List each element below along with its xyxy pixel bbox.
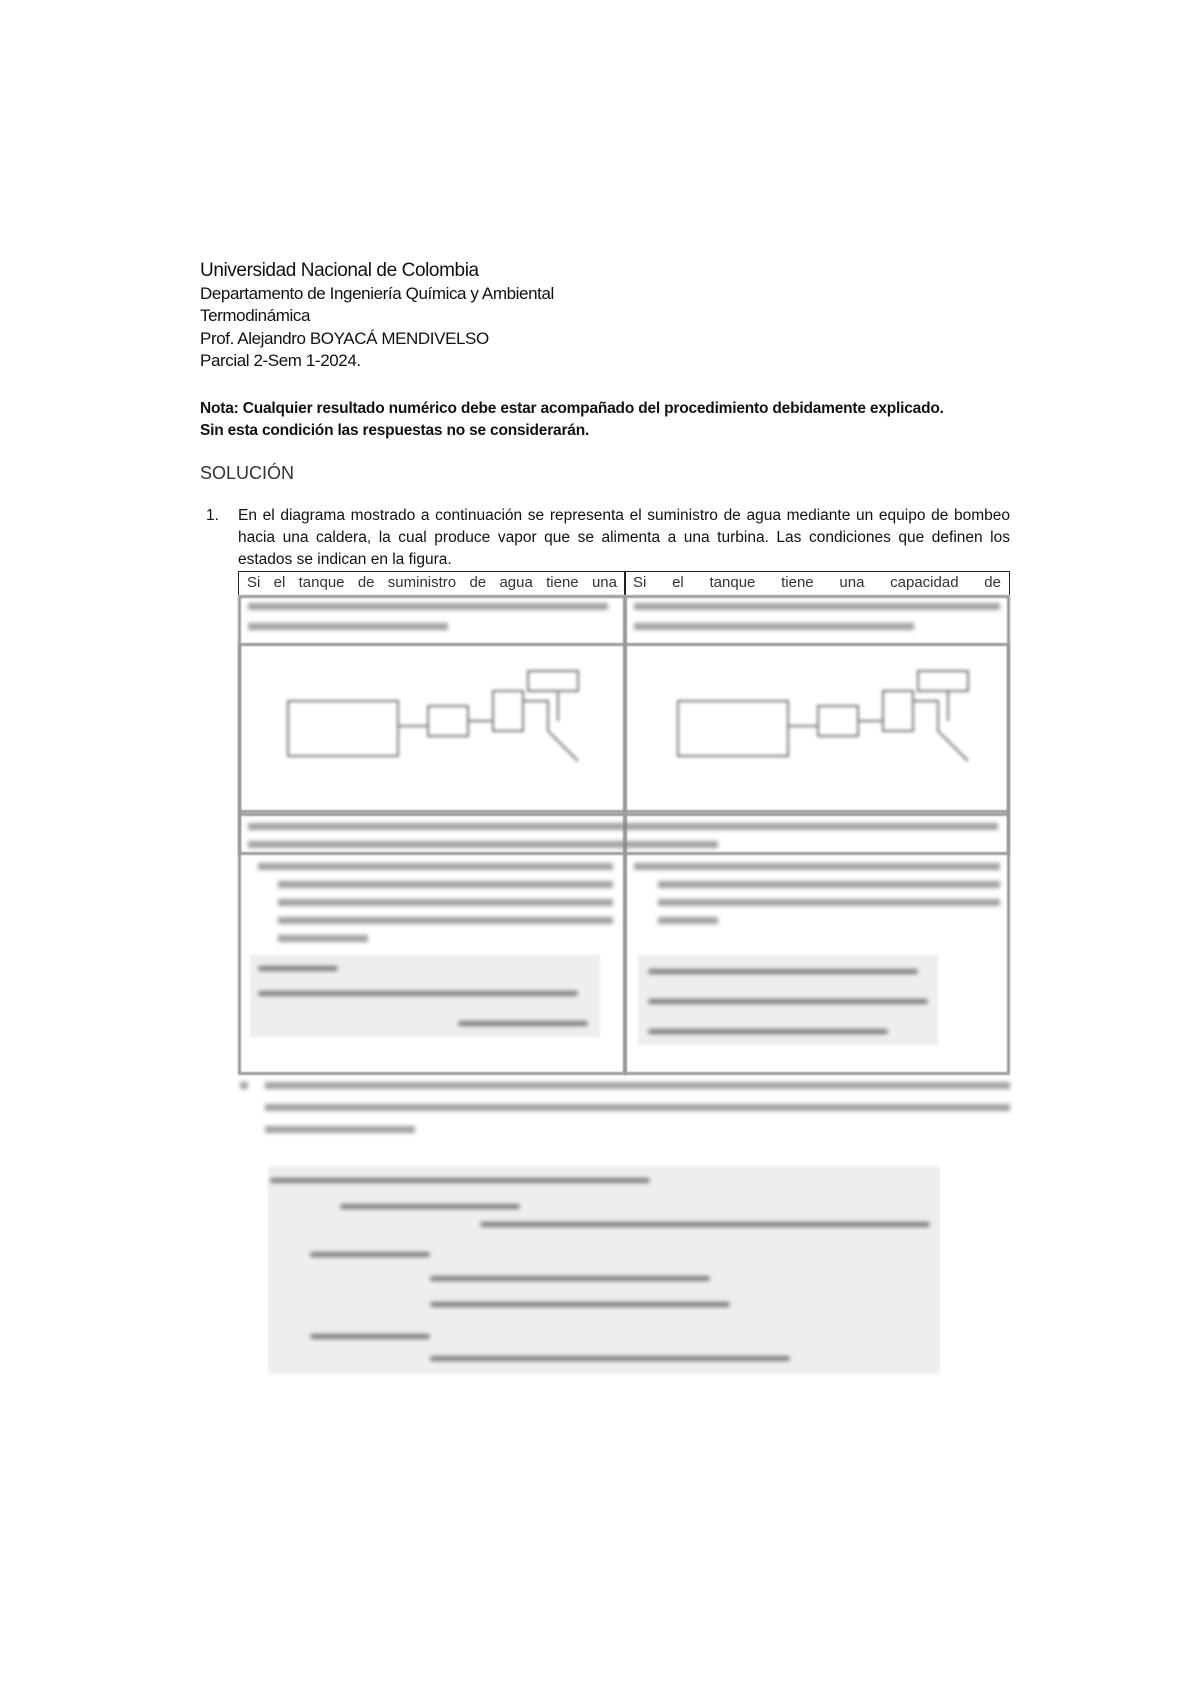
blurred-text <box>658 881 1000 888</box>
header-word: Si <box>247 574 261 591</box>
process-diagram-left <box>278 661 598 791</box>
blurred-statement-row <box>238 813 1010 855</box>
document-header <box>200 260 554 373</box>
blurred-text <box>248 841 718 848</box>
blurred-text <box>278 917 613 924</box>
note-line-1: Nota: Cualquier resultado numérico debe estar acompañado del procedimiento debidamente explicado. <box>200 400 944 417</box>
handwriting <box>340 1204 520 1209</box>
question-text: En el diagrama mostrado a continuación se representa el suministro de agua mediante un equipo de bombeo hacia una caldera, la cual produce vapor que se alimenta a una turbina. Las condiciones que definen los estados se indican en la figura. <box>238 507 1010 568</box>
header-word: tiene <box>546 574 579 591</box>
header-word: de <box>469 574 487 591</box>
blurred-text <box>265 1126 415 1133</box>
note <box>200 398 944 442</box>
handwriting <box>430 1302 730 1307</box>
blurred-text <box>278 899 613 906</box>
header-word: capacidad <box>890 574 959 591</box>
course-name: Termodinámica <box>200 306 311 325</box>
right-cell-header <box>624 571 1010 595</box>
handwriting <box>270 1178 650 1183</box>
header-word: tanque <box>709 574 756 591</box>
professor-name: Prof. Alejandro BOYACÁ MENDIVELSO <box>200 328 489 348</box>
handwriting <box>430 1276 710 1281</box>
blurred-text <box>278 881 613 888</box>
question-number: 1. <box>206 507 219 524</box>
blurred-text <box>265 1104 1010 1111</box>
department-name: Departamento de Ingeniería Química y Ambiental <box>200 283 554 303</box>
handwriting <box>480 1222 930 1227</box>
blurred-text <box>248 823 998 830</box>
header-word: agua <box>499 574 533 591</box>
blurred-text <box>248 623 448 630</box>
solution-table <box>238 571 1010 1073</box>
handwriting <box>258 991 578 996</box>
blurred-text <box>658 899 1000 906</box>
handwriting <box>648 1029 888 1034</box>
note-line-2: Sin esta condición las respuestas no se considerarán. <box>200 422 590 439</box>
handwriting <box>648 999 928 1004</box>
section-title: SOLUCIÓN <box>200 463 295 483</box>
left-cell-header <box>238 571 626 595</box>
university-name: Universidad Nacional de Colombia <box>200 260 479 281</box>
handwriting <box>310 1252 430 1257</box>
handwriting <box>258 966 338 971</box>
question-1 <box>200 505 1010 571</box>
blurred-text <box>258 863 613 870</box>
exam-name: Parcial 2-Sem 1-2024. <box>200 351 361 370</box>
handwriting <box>458 1021 588 1026</box>
header-word: una <box>839 574 865 591</box>
header-word: Si <box>633 574 647 591</box>
header-word: tanque <box>298 574 345 591</box>
header-word: de <box>357 574 375 591</box>
blurred-text <box>265 1082 1010 1089</box>
blurred-text <box>634 863 1000 870</box>
bullet <box>240 1082 248 1089</box>
header-word: el <box>672 574 684 591</box>
handwritten-solution <box>268 1166 940 1374</box>
blurred-text <box>658 917 718 924</box>
blurred-text <box>248 603 608 610</box>
header-word: de <box>984 574 1001 591</box>
process-diagram-right <box>668 661 988 791</box>
header-word: tiene <box>781 574 814 591</box>
blurred-text <box>634 603 1000 610</box>
header-word: una <box>591 574 617 591</box>
handwriting <box>310 1334 430 1339</box>
handwriting <box>648 969 918 974</box>
handwriting <box>430 1356 790 1361</box>
blurred-text <box>634 623 914 630</box>
header-word: suministro <box>387 574 457 591</box>
blurred-text <box>278 935 368 942</box>
header-word: el <box>273 574 286 591</box>
